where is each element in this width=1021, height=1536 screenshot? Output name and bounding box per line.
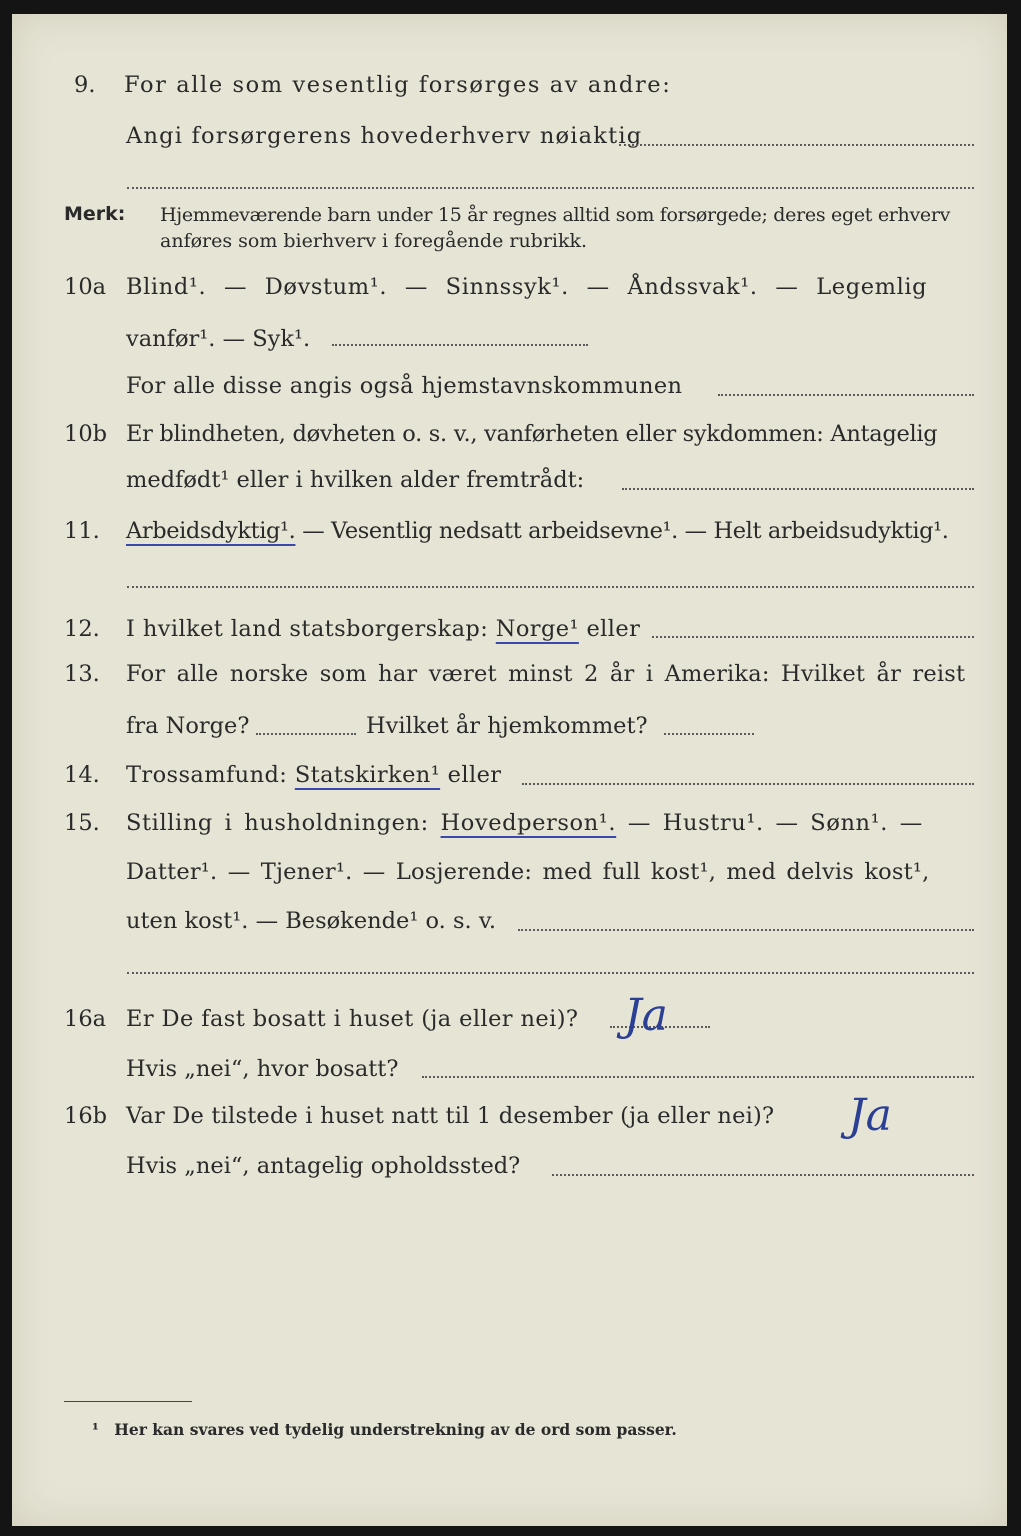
q11-text <box>126 516 949 546</box>
q9-text-1: For alle som vesentlig forsørges av andre: <box>124 72 672 98</box>
q11-answer-field[interactable] <box>127 586 974 588</box>
q16a-handwritten-answer: Ja <box>624 990 668 1041</box>
q16b-text-1: Var De tilstede i huset natt til 1 desember (ja eller nei)? <box>126 1103 775 1129</box>
q10a-text-3: For alle disse angis også hjemstavnskommunen <box>126 373 683 399</box>
q12-number: 12. <box>64 616 100 642</box>
q16b-text-2: Hvis „nei“, antagelig opholdssted? <box>126 1153 521 1179</box>
q10a-answer-field[interactable] <box>332 344 588 346</box>
footnote-rule <box>64 1401 192 1402</box>
q9-text-2: Angi forsørgerens hovederhverv nøiaktig <box>126 123 643 149</box>
q15-pre: Stilling i husholdningen: <box>126 810 441 836</box>
q10a-hometown-field[interactable] <box>718 394 974 396</box>
q14-pre: Trossamfund: <box>126 762 295 788</box>
q15-answer-field-2[interactable] <box>127 972 974 974</box>
footnote-text: Her kan svares ved tydelig understrekning av de ord som passer. <box>114 1420 677 1439</box>
merk-note-1 <box>64 201 125 227</box>
q13-number: 13. <box>64 661 100 687</box>
q10b-text-2: medfødt¹ eller i hvilken alder fremtrådt: <box>126 467 585 493</box>
q9-answer-field[interactable] <box>619 144 974 146</box>
q12-post: eller <box>578 616 641 642</box>
q12-text <box>126 614 640 644</box>
q10b-text-1: Er blindheten, døvheten o. s. v., vanførheten eller sykdommen: Antagelig <box>126 421 938 447</box>
q10a-text-1: Blind¹. — Døvstum¹. — Sinnssyk¹. — Åndssvak¹. — Legemlig <box>126 274 928 300</box>
q14-answer-field[interactable] <box>522 783 974 785</box>
q13-text-1: For alle norske som har været minst 2 år i Amerika: Hvilket år reist <box>126 661 966 687</box>
q15-answer-field[interactable] <box>518 929 974 931</box>
q16b-handwritten-answer: Ja <box>848 1090 892 1141</box>
q13-return-field[interactable] <box>664 733 754 735</box>
q16b-number: 16b <box>64 1103 108 1129</box>
q9-number: 9. <box>74 72 96 98</box>
q13-departure-field[interactable] <box>256 733 356 735</box>
q13-text-2a: fra Norge? <box>126 713 250 739</box>
q16b-location-field[interactable] <box>552 1174 974 1176</box>
q9-answer-field-2[interactable] <box>127 187 974 189</box>
q12-option-selected[interactable]: Norge¹ <box>495 616 579 642</box>
q16a-text-2: Hvis „nei“, hvor bosatt? <box>126 1056 399 1082</box>
q14-text <box>126 760 501 790</box>
q15-text-2: Datter¹. — Tjener¹. — Losjerende: med full kost¹, med delvis kost¹, <box>126 859 930 885</box>
q14-post: eller <box>440 762 502 788</box>
merk-text-2: anføres som bierhverv i foregående rubrikk. <box>160 230 588 252</box>
merk-text-1: Hjemmeværende barn under 15 år regnes alltid som forsørgede; deres eget erhverv <box>160 204 951 226</box>
merk-label: Merk: <box>64 203 126 225</box>
q10b-answer-field[interactable] <box>622 488 974 490</box>
q12-pre: I hvilket land statsborgerskap: <box>126 616 496 642</box>
q16a-text-1: Er De fast bosatt i huset (ja eller nei)? <box>126 1006 579 1032</box>
census-form-page <box>12 14 1007 1526</box>
q14-number: 14. <box>64 762 100 788</box>
q10b-number: 10b <box>64 421 108 447</box>
q11-option-selected[interactable]: Arbeidsdyktig¹. <box>126 518 296 544</box>
q15-number: 15. <box>64 810 100 836</box>
footnote-mark: ¹ <box>92 1420 99 1439</box>
q13-text-2b: Hvilket år hjemkommet? <box>366 713 648 739</box>
q16a-residence-field[interactable] <box>422 1076 974 1078</box>
q16a-number: 16a <box>64 1006 107 1032</box>
q10a-number: 10a <box>64 274 107 300</box>
q11-rest: — Vesentlig nedsatt arbeidsevne¹. — Helt arbeidsudyktig¹. <box>295 518 949 544</box>
q12-answer-field[interactable] <box>652 636 974 638</box>
q15-post: — Hustru¹. — Sønn¹. — <box>616 810 923 836</box>
q15-text-1 <box>126 808 923 838</box>
q11-number: 11. <box>64 518 100 544</box>
q15-text-3: uten kost¹. — Besøkende¹ o. s. v. <box>126 908 497 934</box>
q10a-text-2: vanfør¹. — Syk¹. <box>126 326 311 352</box>
q14-option-selected[interactable]: Statskirken¹ <box>294 762 441 788</box>
footnote <box>92 1420 677 1439</box>
q15-option-selected[interactable]: Hovedperson¹. <box>440 810 617 836</box>
